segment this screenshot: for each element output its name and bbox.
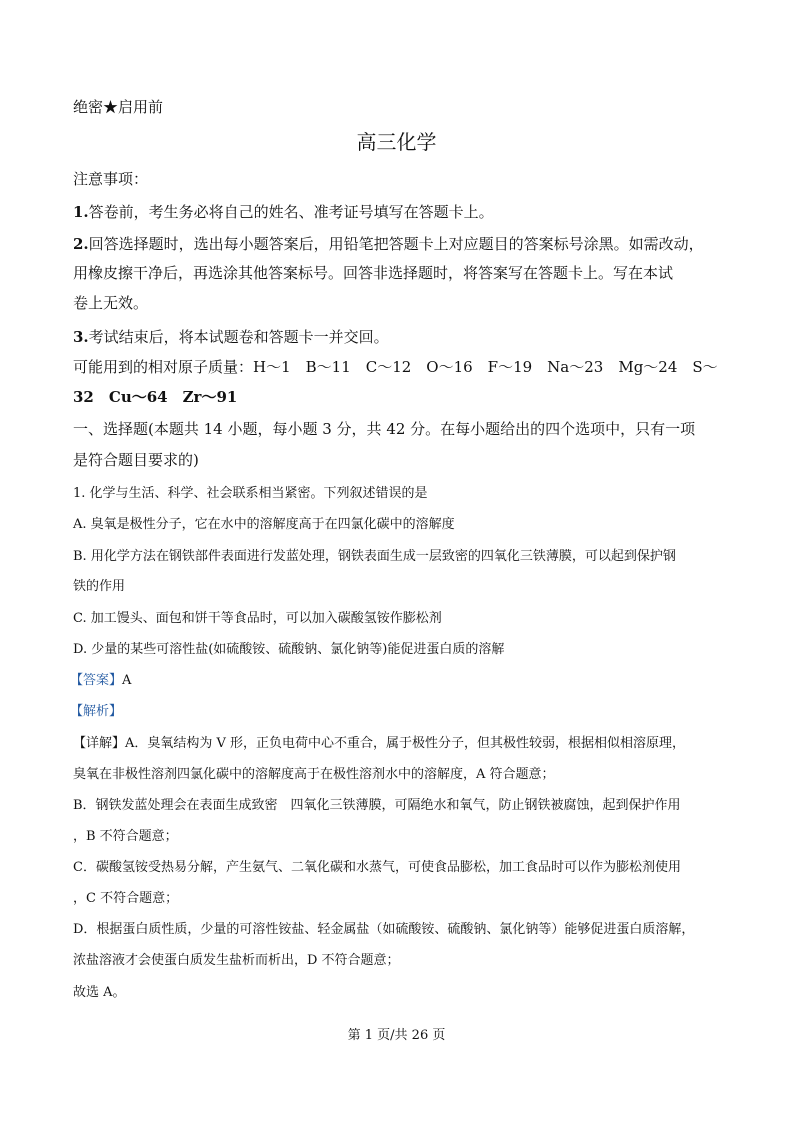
notice-number: 1. [73, 203, 89, 221]
detail-line-5: C．碳酸氢铵受热易分解，产生氨气、二氧化碳和水蒸气，可使食品膨松，加工食品时可以作为膨松剂使用 [73, 860, 681, 875]
answer-line [70, 669, 131, 688]
detail-line-8: 浓盐溶液才会使蛋白质发生盐析而析出，D 不符合题意； [73, 953, 400, 968]
notice-text: 答卷前，考生务必将自己的姓名、准考证号填写在答题卡上。 [88, 203, 494, 221]
notice-number: 3. [73, 328, 89, 346]
confidential-header: 绝密★启用前 [73, 98, 164, 116]
option-d: D. 少量的某些可溶性盐(如硫酸铵、硫酸钠、氯化钠等)能促进蛋白质的溶解 [73, 642, 505, 657]
option-b: B. 用化学方法在钢铁部件表面进行发蓝处理，钢铁表面生成一层致密的四氧化三铁薄膜，可以起到保护钢 [73, 549, 676, 564]
notice-item-1 [73, 201, 494, 222]
option-c: C. 加工馒头、面包和饼干等食品时，可以加入碳酸氢铵作膨松剂 [73, 611, 442, 626]
answer-value: A [122, 673, 132, 688]
detail-line-9: 故选 A。 [73, 985, 126, 1000]
question-stem: 1. 化学与生活、科学、社会联系相当紧密。下列叙述错误的是 [73, 486, 428, 501]
detail-line-2: 臭氧在非极性溶剂四氯化碳中的溶解度高于在极性溶剂水中的溶解度，A 符合题意； [73, 767, 555, 782]
notice-text: 回答选择题时，选出每小题答案后，用铅笔把答题卡上对应题目的答案标号涂黑。如需改动， [88, 235, 704, 253]
section-heading-line-2: 是符合题目要求的) [73, 451, 199, 469]
section-heading-line-1: 一、选择题(本题共 14 小题，每小题 3 分，共 42 分。在每小题给出的四个选项中，只有一项 [73, 420, 696, 438]
notice-item-2-cont-2: 卷上无效。 [73, 294, 149, 312]
notice-item-2-cont: 用橡皮擦干净后，再选涂其他答案标号。回答非选择题时，将答案写在答题卡上。写在本试 [73, 264, 674, 282]
detail-line-3: B．钢铁发蓝处理会在表面生成致密 四氧化三铁薄膜，可隔绝水和氧气，防止钢铁被腐蚀，起到保护作用 [73, 798, 681, 813]
page-title: 高三化学 [356, 130, 437, 154]
notice-text: 考试结束后，将本试题卷和答题卡一并交回。 [88, 328, 389, 346]
option-a: A. 臭氧是极性分子，它在水中的溶解度高于在四氯化碳中的溶解度 [73, 517, 455, 532]
answer-label: 【答案】 [70, 673, 123, 688]
detail-line-7: D．根据蛋白质性质，少量的可溶性铵盐、轻金属盐（如硫酸铵、硫酸钠、氯化钠等）能够促进蛋白质溶解， [73, 922, 695, 937]
notice-item-2 [73, 233, 704, 254]
analysis-label: 【解析】 [70, 704, 123, 719]
atomic-mass-line-1: 可能用到的相对原子质量：H～1 B～11 C～12 O～16 F～19 Na～23 Mg～24 S～ [73, 358, 718, 376]
detail-line-1: 【详解】A．臭氧结构为 V 形，正负电荷中心不重合，属于极性分子，但其极性较弱，根据相似相溶原理， [73, 736, 686, 751]
option-b-cont: 铁的作用 [73, 579, 126, 594]
atomic-mass-line-2: 32 Cu～64 Zr～91 [73, 388, 238, 406]
detail-line-6: ，C 不符合题意； [73, 891, 179, 906]
page-footer: 第 1 页/共 26 页 [347, 1028, 446, 1043]
notice-number: 2. [73, 235, 89, 253]
notice-item-3 [73, 326, 389, 347]
notice-heading: 注意事项： [73, 170, 149, 188]
detail-line-4: ，B 不符合题意； [73, 829, 178, 844]
